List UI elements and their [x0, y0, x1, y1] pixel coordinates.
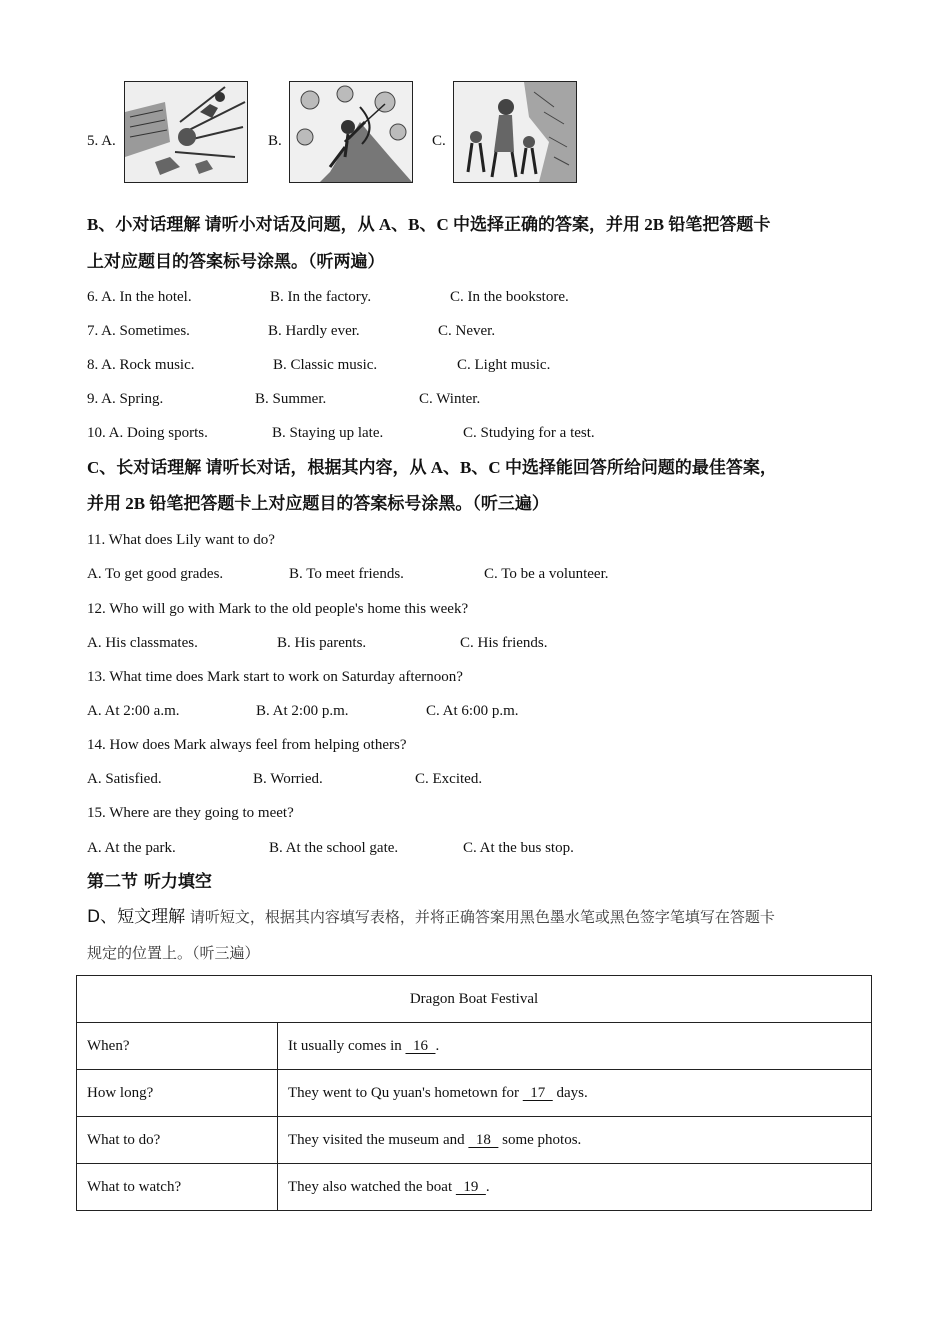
option-c[interactable]: C. Studying for a test. [463, 425, 595, 441]
option-a[interactable]: 9. A. Spring. [87, 391, 164, 407]
dragon-boat-table [76, 975, 872, 1211]
option-a[interactable]: A. To get good grades. [87, 566, 224, 582]
option-c[interactable]: C. At the bus stop. [463, 840, 574, 856]
blank-17[interactable]: 17 [522, 1084, 553, 1101]
section-d-intro-line1: D、短文理解 请听短文，根据其内容填写表格，并将正确答案用黑色墨水笔或黑色签字笔填写在答题卡 [87, 907, 775, 927]
option-c[interactable]: C. In the bookstore. [450, 289, 569, 305]
q5-picture-a[interactable] [124, 81, 248, 183]
option-b[interactable]: B. Staying up late. [272, 425, 384, 441]
option-a[interactable]: 7. A. Sometimes. [87, 323, 190, 339]
row-label: What to watch? [77, 1164, 278, 1211]
table-row [77, 1070, 872, 1117]
option-b[interactable]: B. Summer. [255, 391, 327, 407]
row-content: They visited the museum and 18 some photos. [278, 1117, 872, 1164]
q5-option-c-label: C. [432, 133, 446, 149]
blank-16[interactable]: 16 [405, 1037, 436, 1054]
option-b[interactable]: B. Worried. [253, 771, 323, 787]
option-c[interactable]: C. Light music. [457, 357, 551, 373]
option-b[interactable]: B. His parents. [277, 635, 367, 651]
option-a[interactable]: A. At 2:00 a.m. [87, 703, 180, 719]
row-content: They also watched the boat 19 . [278, 1164, 872, 1211]
section-c-heading-line1: C、长对话理解 请听长对话，根据其内容，从 A、B、C 中选择能回答所给问题的最佳答案， [87, 458, 777, 477]
section-b-heading-line1: B、小对话理解 请听小对话及问题，从 A、B、C 中选择正确的答案，并用 2B 铅笔把答题卡 [87, 215, 771, 234]
option-a[interactable]: 10. A. Doing sports. [87, 425, 208, 441]
option-a[interactable]: 8. A. Rock music. [87, 357, 195, 373]
blank-18[interactable]: 18 [468, 1131, 499, 1148]
table-title: Dragon Boat Festival [77, 976, 872, 1023]
option-c[interactable]: C. Never. [438, 323, 496, 339]
section-d-intro-line2: 规定的位置上。（听三遍） [87, 944, 260, 962]
option-c[interactable]: C. To be a volunteer. [484, 566, 609, 582]
question-11-text: 11. What does Lily want to do? [87, 532, 275, 548]
row-content: It usually comes in 16 . [278, 1023, 872, 1070]
table-row [77, 1023, 872, 1070]
row-content: They went to Qu yuan's hometown for 17 days. [278, 1070, 872, 1117]
table-title-row [77, 976, 872, 1023]
section-c-heading-line2: 并用 2B 铅笔把答题卡上对应题目的答案标号涂黑。（听三遍） [87, 494, 549, 513]
option-a[interactable]: 6. A. In the hotel. [87, 289, 192, 305]
table-row [77, 1164, 872, 1211]
q5-number: 5. [87, 133, 99, 149]
table-row [77, 1117, 872, 1164]
question-12-text: 12. Who will go with Mark to the old people's home this week? [87, 601, 469, 617]
row-label: When? [77, 1023, 278, 1070]
option-c[interactable]: C. His friends. [460, 635, 548, 651]
option-a[interactable]: A. His classmates. [87, 635, 198, 651]
q5-option-a-label: A. [101, 133, 116, 149]
q5-picture-b[interactable] [289, 81, 413, 183]
row-label: What to do? [77, 1117, 278, 1164]
option-b[interactable]: B. To meet friends. [289, 566, 404, 582]
part-2-title: 第二节 听力填空 [87, 872, 212, 892]
q5-option-b-label: B. [268, 133, 282, 149]
option-c[interactable]: C. At 6:00 p.m. [426, 703, 519, 719]
option-a[interactable]: A. At the park. [87, 840, 176, 856]
q5-label [87, 131, 116, 151]
row-label: How long? [77, 1070, 278, 1117]
question-15-text: 15. Where are they going to meet? [87, 805, 294, 821]
section-b-heading-line2: 上对应题目的答案标号涂黑。（听两遍） [87, 252, 385, 271]
blank-19[interactable]: 19 [455, 1178, 486, 1195]
option-c[interactable]: C. Excited. [415, 771, 483, 787]
question-14-text: 14. How does Mark always feel from helping others? [87, 737, 407, 753]
option-c[interactable]: C. Winter. [419, 391, 481, 407]
section-d-label: D、短文理解 [87, 907, 186, 927]
option-a[interactable]: A. Satisfied. [87, 771, 162, 787]
travelers-mountain-icon [454, 82, 576, 182]
question-13-text: 13. What time does Mark start to work on Saturday afternoon? [87, 669, 463, 685]
option-b[interactable]: B. At the school gate. [269, 840, 399, 856]
explosion-scene-icon [125, 82, 247, 182]
option-b[interactable]: B. Classic music. [273, 357, 378, 373]
option-b[interactable]: B. Hardly ever. [268, 323, 360, 339]
archer-shooting-suns-icon [290, 82, 412, 182]
option-b[interactable]: B. In the factory. [270, 289, 372, 305]
option-b[interactable]: B. At 2:00 p.m. [256, 703, 349, 719]
q5-picture-c[interactable] [453, 81, 577, 183]
